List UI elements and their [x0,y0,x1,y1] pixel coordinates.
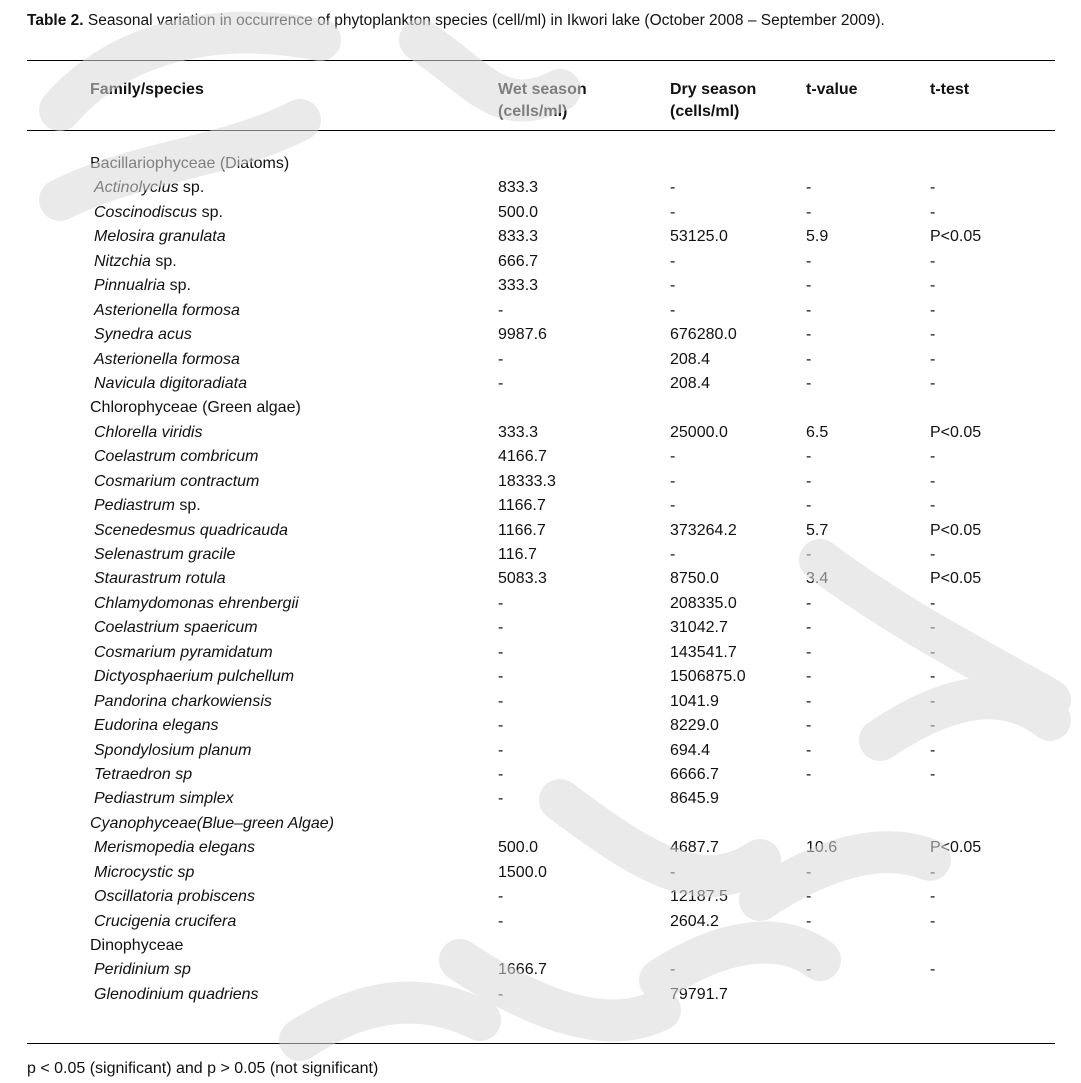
t-test-cell: - [930,643,936,661]
table-row [0,592,1081,616]
t-value-cell: - [806,668,812,686]
t-value-cell: - [806,961,812,979]
t-test-cell: - [930,301,936,319]
t-test-cell: P<0.05 [930,423,982,441]
species-binomial: Cosmarium pyramidatum [94,643,273,661]
t-test-cell: - [930,277,936,295]
t-test-cell: - [930,350,936,368]
t-value-cell: 5.7 [806,521,829,539]
header-t-test: t-test [930,81,970,98]
wet-season-cell: 1666.7 [498,961,547,979]
species-binomial: Dictyosphaerium pulchellum [94,668,295,686]
species-name [94,763,192,787]
species-binomial: Actinolyclus [94,179,179,197]
wet-season-cell: 18333.3 [498,472,556,490]
dry-season-cell: 6666.7 [670,765,719,783]
t-value-cell: - [806,252,812,270]
wet-season-cell: - [498,301,504,319]
species-suffix: sp. [197,203,223,221]
dry-season-cell: 694.4 [670,741,711,759]
t-value-cell: - [806,350,812,368]
t-value-cell: - [806,765,812,783]
species-binomial: Coelastrum combricum [94,448,259,466]
dry-season-cell: 4687.7 [670,839,719,857]
species-binomial: Navicula digitoradiata [94,374,247,392]
dry-season-cell: 25000.0 [670,423,728,441]
t-value-cell: - [806,203,812,221]
header-t-value: t-value [806,81,858,98]
species-binomial: Merismopedia elegans [94,839,255,857]
t-test-cell: - [930,497,936,515]
species-name [94,641,273,665]
species-name [94,176,204,200]
species-name [94,225,226,249]
wet-season-cell: - [498,643,504,661]
t-test-cell: - [930,888,936,906]
t-value-cell: - [806,643,812,661]
species-binomial: Glenodinium quadriens [94,985,259,1003]
t-test-cell: - [930,692,936,710]
family-row [0,812,1081,836]
table-caption [27,12,1077,30]
dry-season-cell: 79791.7 [670,985,728,1003]
species-binomial: Asterionella formosa [94,301,240,319]
species-name [94,592,299,616]
t-value-cell: - [806,497,812,515]
table-row [0,763,1081,787]
wet-season-cell: 9987.6 [498,326,547,344]
wet-season-cell: - [498,374,504,392]
t-test-cell: - [930,448,936,466]
species-binomial: Crucigenia crucifera [94,912,237,930]
t-test-cell: P<0.05 [930,839,982,857]
table-top-rule [27,60,1055,61]
wet-season-cell: 5083.3 [498,570,547,588]
header-wet-label: Wet season [498,81,587,98]
t-test-cell: - [930,594,936,612]
species-name [94,421,202,445]
t-value-cell: 5.9 [806,228,829,246]
t-test-cell: P<0.05 [930,521,982,539]
species-binomial: Tetraedron sp [94,765,193,783]
t-value-cell: - [806,472,812,490]
family-name: Bacillariophyceae (Diatoms) [90,155,290,172]
table-row [0,836,1081,860]
species-name [94,494,201,518]
family-name: Cyanophyceae(Blue–green Algae) [90,814,335,832]
header-wet-unit: (cells/ml) [498,103,568,120]
dry-season-cell: - [670,546,676,563]
species-binomial: Melosira granulata [94,228,226,246]
table-bottom-rule [27,1043,1055,1044]
wet-season-cell: - [498,594,504,612]
species-binomial: Chlorella viridis [94,423,203,441]
dry-season-cell: - [670,448,676,466]
species-name [94,665,294,689]
t-test-cell: P<0.05 [930,570,982,588]
table-row [0,543,1081,567]
dry-season-cell: 208335.0 [670,594,737,612]
species-name [94,958,191,982]
t-value-cell: 10.6 [806,839,838,857]
species-name [94,567,226,591]
t-value-cell: - [806,717,812,735]
family-row [0,152,1081,176]
dry-season-cell: 208.4 [670,350,711,368]
dry-season-cell: 1041.9 [670,692,719,710]
dry-season-cell: - [670,863,676,881]
species-name [94,714,219,738]
table-row [0,421,1081,445]
family-row [0,934,1081,958]
t-value-cell: - [806,374,812,392]
footnote: p < 0.05 (significant) and p > 0.05 (not significant) [27,1060,379,1077]
t-value-cell: - [806,301,812,319]
species-name [94,445,258,469]
t-test-cell: - [930,668,936,686]
t-test-cell: - [930,765,936,783]
wet-season-cell: - [498,619,504,637]
t-value-cell: - [806,863,812,881]
header-wet-season [498,79,587,123]
dry-season-cell: - [670,497,676,515]
table-row [0,787,1081,811]
dry-season-cell: 373264.2 [670,521,737,539]
table-row [0,176,1081,200]
table-row [0,274,1081,298]
table-row [0,201,1081,225]
species-binomial: Asterionella formosa [94,350,240,368]
table-row [0,348,1081,372]
table-row [0,885,1081,909]
header-dry-season [670,79,756,123]
table-row [0,445,1081,469]
wet-season-cell: - [498,717,504,735]
t-test-cell: - [930,546,936,563]
species-binomial: Staurastrum rotula [94,570,226,588]
dry-season-cell: 676280.0 [670,326,737,344]
t-value-cell: - [806,448,812,466]
t-test-cell: - [930,863,936,881]
table-row [0,372,1081,396]
species-binomial: Cosmarium contractum [94,472,260,490]
species-name [94,323,192,347]
dry-season-cell: - [670,252,676,270]
dry-season-cell: 53125.0 [670,228,728,246]
species-binomial: Pinnualria [94,277,166,295]
wet-season-cell: 666.7 [498,252,539,270]
wet-season-cell: 333.3 [498,423,539,441]
table-row [0,323,1081,347]
wet-season-cell: 4166.7 [498,448,547,466]
species-name [94,616,258,640]
family-name: Chlorophyceae (Green algae) [90,399,301,417]
table-caption-text: Seasonal variation in occurrence of phytoplankton species (cell/ml) in Ikwori lake (October 2008 – September 2009). [83,12,885,29]
table-row [0,519,1081,543]
table-row [0,250,1081,274]
dry-season-cell: 2604.2 [670,912,719,930]
wet-season-cell: 1166.7 [498,521,546,539]
species-name [94,519,288,543]
species-name [94,836,255,860]
dry-season-cell: - [670,179,676,197]
t-value-cell: - [806,619,812,637]
species-name [94,543,235,567]
t-value-cell: - [806,546,812,563]
species-binomial: Pandorina charkowiensis [94,692,272,710]
header-species: Family/species [90,81,204,98]
species-binomial: Selenastrum gracile [94,546,236,563]
species-name [94,910,236,934]
species-binomial: Coscinodiscus [94,203,198,221]
t-test-cell: - [930,374,936,392]
species-name [94,470,259,494]
wet-season-cell: 833.3 [498,179,539,197]
t-value-cell: - [806,179,812,197]
species-binomial: Coelastrium spaericum [94,619,258,637]
table-row [0,641,1081,665]
species-name [94,201,223,225]
species-suffix: sp. [150,252,177,270]
wet-season-cell: 1500.0 [498,863,547,881]
family-row [0,396,1081,420]
t-test-cell: - [930,203,936,221]
table-row [0,299,1081,323]
t-value-cell: - [806,741,812,759]
t-test-cell: - [930,741,936,759]
wet-season-cell: - [498,765,504,783]
table-row [0,665,1081,689]
t-value-cell: 6.5 [806,423,829,441]
t-value-cell: - [806,912,812,930]
species-suffix: sp. [174,497,201,515]
family-name: Dinophyceae [90,937,184,954]
table-row [0,714,1081,738]
wet-season-cell: 500.0 [498,839,539,857]
dry-season-cell: 1506875.0 [670,668,746,686]
dry-season-cell: 8645.9 [670,790,719,808]
wet-season-cell: 116.7 [498,546,537,563]
wet-season-cell: 833.3 [498,228,539,246]
table-row [0,494,1081,518]
species-name [94,739,251,763]
species-binomial: Eudorina elegans [94,717,219,735]
wet-season-cell: - [498,350,504,368]
dry-season-cell: 208.4 [670,374,711,392]
watermark-stroke [300,1003,480,1040]
t-value-cell: - [806,277,812,295]
t-value-cell: - [806,594,812,612]
t-test-cell: P<0.05 [930,228,982,246]
wet-season-cell: - [498,888,504,906]
species-name [94,372,247,396]
species-name [94,299,240,323]
table-row [0,616,1081,640]
species-binomial: Peridinium sp [94,961,191,979]
header-bottom-rule [27,130,1055,131]
species-binomial: Microcystic sp [94,863,195,881]
t-value-cell: 3.4 [806,570,829,588]
species-binomial: Scenedesmus quadricauda [94,521,288,539]
dry-season-cell: - [670,203,676,221]
species-binomial: Synedra acus [94,326,192,344]
wet-season-cell: - [498,668,504,686]
dry-season-cell: - [670,301,676,319]
table-row [0,958,1081,982]
t-test-cell: - [930,472,936,490]
wet-season-cell: 500.0 [498,203,539,221]
species-binomial: Oscillatoria probiscens [94,888,255,906]
t-test-cell: - [930,619,936,637]
wet-season-cell: - [498,692,504,710]
wet-season-cell: - [498,790,504,808]
t-value-cell: - [806,326,812,344]
dry-season-cell: 8229.0 [670,717,719,735]
wet-season-cell: 1166.7 [498,497,546,515]
species-suffix: sp. [178,179,205,197]
species-name [94,861,194,885]
dry-season-cell: - [670,472,676,490]
species-name [94,348,240,372]
table-caption-label: Table 2. [27,12,84,29]
species-binomial: Pediastrum [94,497,175,515]
table-row [0,470,1081,494]
species-name [94,983,259,1007]
species-name [94,274,191,298]
species-binomial: Chlamydomonas ehrenbergii [94,594,299,612]
dry-season-cell: 143541.7 [670,643,737,661]
dry-season-cell: 12187.5 [670,888,728,906]
species-binomial: Pediastrum simplex [94,790,234,808]
t-test-cell: - [930,912,936,930]
wet-season-cell: - [498,741,504,759]
dry-season-cell: 8750.0 [670,570,719,588]
t-test-cell: - [930,717,936,735]
table-row [0,861,1081,885]
wet-season-cell: 333.3 [498,277,539,295]
dry-season-cell: - [670,961,676,979]
table-row [0,567,1081,591]
species-name [94,787,234,811]
dry-season-cell: 31042.7 [670,619,728,637]
dry-season-cell: - [670,277,676,295]
t-value-cell: - [806,692,812,710]
header-dry-label: Dry season [670,81,757,98]
table-row [0,739,1081,763]
t-test-cell: - [930,179,936,197]
table-row [0,690,1081,714]
t-test-cell: - [930,326,936,344]
wet-season-cell: - [498,985,504,1003]
species-name [94,250,177,274]
t-test-cell: - [930,961,936,979]
table-body [0,152,1081,1007]
t-value-cell: - [806,888,812,906]
t-test-cell: - [930,252,936,270]
species-name [94,690,272,714]
wet-season-cell: - [498,912,504,930]
species-suffix: sp. [165,277,191,295]
table-row [0,983,1081,1007]
table-row [0,910,1081,934]
table-row [0,225,1081,249]
species-binomial: Nitzchia [94,252,151,270]
header-dry-unit: (cells/ml) [670,103,740,120]
species-name [94,885,255,909]
species-binomial: Spondylosium planum [94,741,252,759]
